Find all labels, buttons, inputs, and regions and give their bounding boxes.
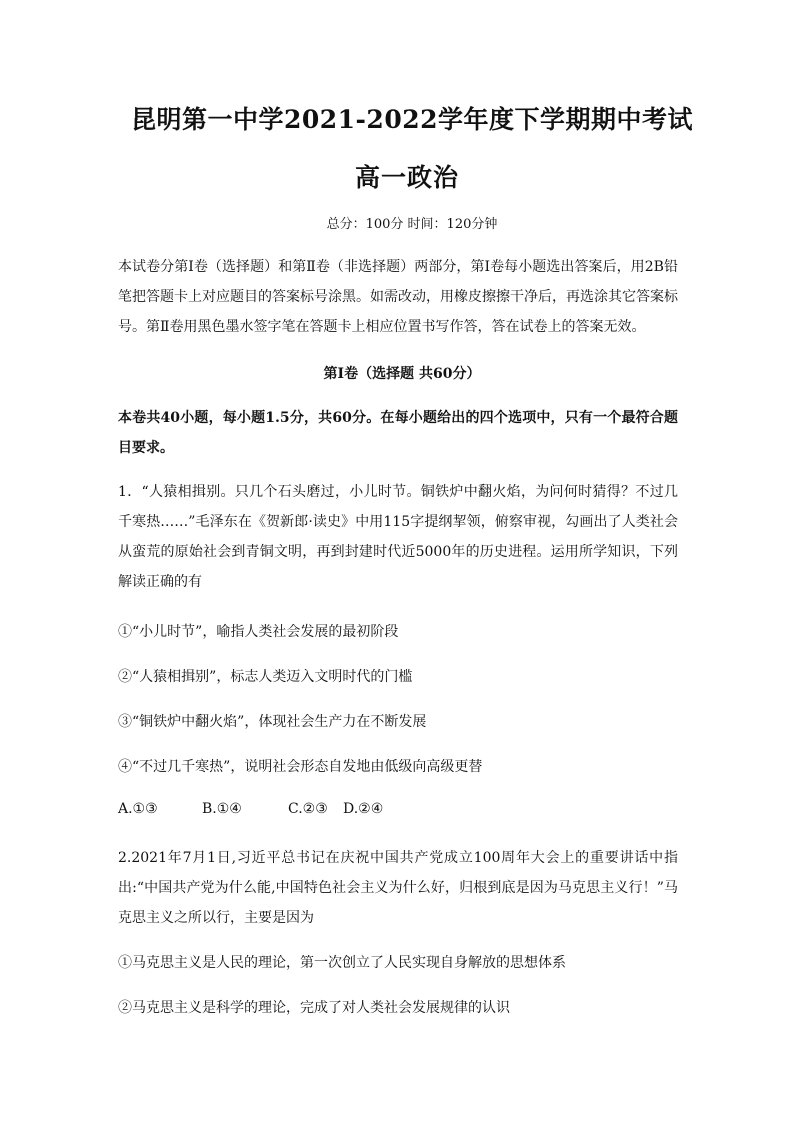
question-1-item: ②“人猿相揖别”，标志人类迈入文明时代的门槛 [118, 669, 413, 685]
question-2-item: ①马克思主义是人民的理论，第一次创立了人民实现自身解放的思想体系 [118, 955, 566, 971]
exam-title: 昆明第一中学2021-2022学年度下学期期中考试 [130, 105, 694, 134]
question-1-options [118, 801, 383, 817]
option-b: B.①④ [202, 801, 242, 817]
question-1-item: ①“小儿时节”，喻指人类社会发展的最初阶段 [118, 624, 399, 640]
exam-meta: 总分：100分 时间：120分钟 [326, 217, 498, 232]
section-description: 本卷共40小题，每小题1.5分，共60分。在每小题给出的四个选项中，只有一个最符合题目要求。 [118, 410, 678, 456]
instructions: 本试卷分第Ⅰ卷（选择题）和第Ⅱ卷（非选择题）两部分，第Ⅰ卷每小题选出答案后，用2B铅笔把答题卡上对应题目的答案标号涂黑。如需改动，用橡皮擦擦干净后，再选涂其它答案标号。第Ⅱ卷用黑色墨水签字笔在答题卡上相应位置书写作答，答在试卷上的答案无效。 [118, 259, 678, 335]
option-a: A.①③ [118, 801, 158, 817]
question-2-stem: 2.2021年7月1日,习近平总书记在庆祝中国共产党成立100周年大会上的重要讲话中指出:“中国共产党为什么能,中国特色社会主义为什么好，归根到底是因为马克思主义行！”马克思主义之所以行，主要是因为 [118, 850, 678, 926]
question-1-item: ④“不过几千寒热”，说明社会形态自发地由低级向高级更替 [118, 759, 483, 775]
option-d: D.②④ [343, 801, 384, 817]
exam-subject: 高一政治 [354, 163, 459, 192]
option-c: C.②③ [288, 801, 328, 817]
question-1-item: ③“铜铁炉中翻火焰”，体现社会生产力在不断发展 [118, 714, 427, 730]
section-heading: 第Ⅰ卷（选择题 共60分） [323, 366, 481, 382]
question-1-stem: 1．“人猿相揖别。只几个石头磨过，小儿时节。铜铁炉中翻火焰，为问何时猜得？不过几千寒热……”毛泽东在《贺新郎·读史》中用115字提纲挈领，俯察审视，勾画出了人类社会从蛮荒的原始社会到青铜文明，再到封建时代近5000年的历史进程。运用所学知识，下列解读正确的有 [118, 484, 678, 590]
question-2-item: ②马克思主义是科学的理论，完成了对人类社会发展规律的认识 [118, 1000, 510, 1016]
